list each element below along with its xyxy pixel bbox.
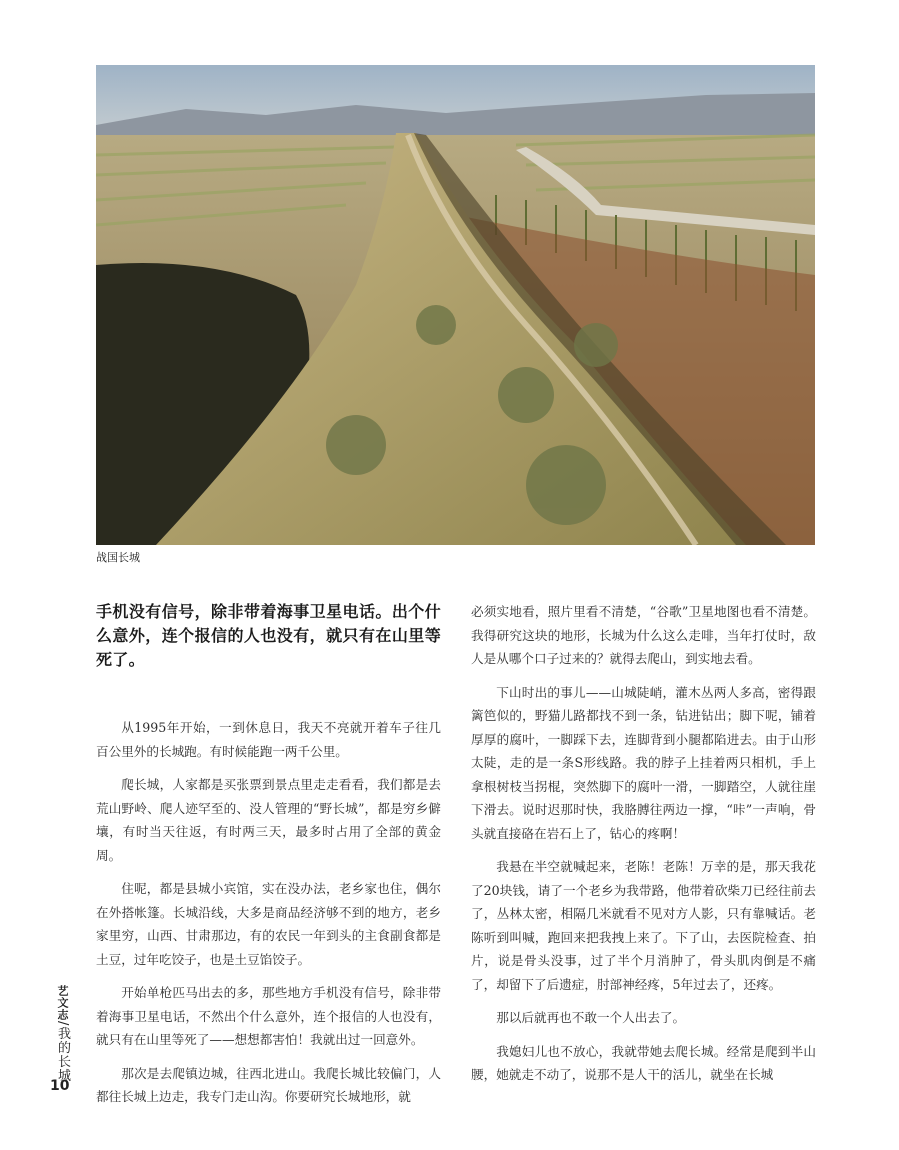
- photo-caption: 战国长城: [96, 551, 140, 564]
- page-number: 10: [50, 1078, 70, 1094]
- paragraph: 那次是去爬镇边城，往西北进山。我爬长城比较偏门，人都往长城上边走，我专门走山沟。你要研究长城地形，就: [96, 1065, 441, 1104]
- paragraph: 住呢，都是县城小宾馆，实在没办法，老乡家也住，偶尔在外搭帐篷。长城沿线，大多是商品经济够不到的地方，老乡家里穷，山西、甘肃那边，有的农民一年到头的主食副食都是土豆，过年吃饺子，也是土豆馅饺子。: [96, 881, 441, 967]
- paragraph: 从1995年开始，一到休息日，我天不亮就开着车子往几百公里外的长城跑。有时候能跑一两千公里。: [96, 720, 441, 759]
- pull-quote: 手机没有信号，除非带着海事卫星电话。出个什么意外，连个报信的人也没有，就只有在山里等死了。: [96, 602, 441, 669]
- right-column: [471, 600, 816, 1097]
- paragraph: 我悬在半空就喊起来，老陈！老陈！万幸的是，那天我花了20块钱，请了一个老乡为我带路，他带着砍柴刀已经往前去了，丛林太密，相隔几米就看不见对方人影，只有靠喊话。老陈听到叫喊，跑回来把我拽上来了。下了山，去医院检查、拍片，说是骨头没事，过了半个月消肿了，骨头肌肉倒是不痛了，却留下了后遗症，肘部神经疼，5年过去了，还疼。: [471, 859, 816, 992]
- divider: /: [55, 1021, 70, 1027]
- paragraph: 我媳妇儿也不放心，我就带她去爬长城。经常是爬到半山腰，她就走不动了，说那不是人干的活儿，就坐在长城: [471, 1043, 816, 1082]
- running-head: [52, 985, 72, 1082]
- paragraph-continuation: 必须实地看，照片里看不清楚，“谷歌”卫星地图也看不清楚。我得研究这块的地形，长城为什么这么走啡，当年打仗时，敌人是从哪个口子过来的？就得去爬山，到实地去看。: [471, 604, 816, 666]
- article-title: 我的长城: [55, 1026, 70, 1083]
- great-wall-landscape-photo: [96, 65, 815, 545]
- paragraph: 开始单枪匹马出去的多，那些地方手机没有信号，除非带着海事卫星电话，不然出个什么意外，连个报信的人也没有，就只有在山里等死了——想想都害怕！我就出过一回意外。: [96, 985, 441, 1047]
- left-body-text: [96, 716, 441, 1109]
- section-name: 艺文志: [56, 985, 69, 1021]
- paragraph: 下山时出的事儿——山城陡峭，灌木丛两人多高，密得跟篱笆似的，野猫儿路都找不到一条，钻进钻出；脚下呢，铺着厚厚的腐叶，一脚踩下去，连脚背到小腿都陷进去。由于山形太陡，走的是一条S形线路。我的脖子上挂着两只相机，手上拿根树枝当拐棍，突然脚下的腐叶一滑，一脚踏空，人就往崖下滑去。说时迟那时快，我胳膊往两边一撑，“咔”一声响，骨头就直接硌在岩石上了，钻心的疼啊！: [471, 684, 816, 841]
- great-wall-photo: [96, 65, 815, 545]
- left-column: [96, 600, 441, 1119]
- paragraph: 爬长城，人家都是买张票到景点里走走看看，我们都是去荒山野岭、爬人迹罕至的、没人管理的“野长城”，都是穷乡僻壤，有时当天往返，有时两三天，最多时占用了全部的黄金周。: [96, 777, 441, 863]
- paragraph: 那以后就再也不敢一个人出去了。: [496, 1010, 686, 1025]
